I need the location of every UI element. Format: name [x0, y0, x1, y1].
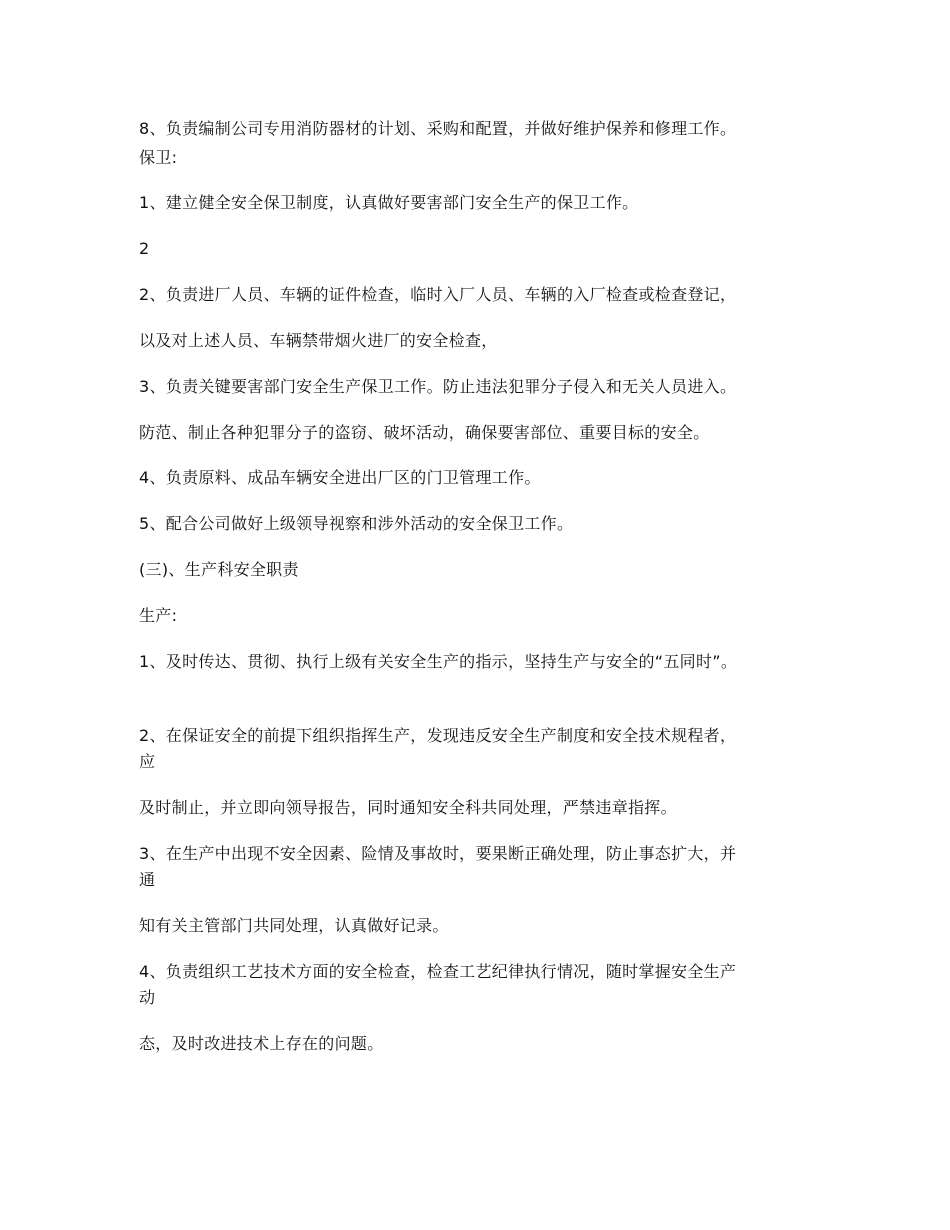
section-heading-production-dept: (三)、生产科安全职责: [139, 560, 299, 579]
paragraph-security-3: 3、负责关键要害部门安全生产保卫工作。防止违法犯罪分子侵入和无关人员进入。: [139, 377, 737, 396]
paragraph-security-2: 2、负责进厂人员、车辆的证件检查，临时入厂人员、车辆的入厂检查或检查登记，: [139, 285, 737, 304]
paragraph-item-8-fire-equipment: 8、负责编制公司专用消防器材的计划、采购和配置，并做好维护保养和修理工作。: [139, 119, 737, 138]
paragraph-production-3-continued: 知有关主管部门共同处理，认真做好记录。: [139, 916, 449, 935]
paragraph-production-3: 3、在生产中出现不安全因素、险情及事故时，要果断正确处理，防止事态扩大，并: [139, 844, 737, 863]
paragraph-security-4: 4、负责原料、成品车辆安全进出厂区的门卫管理工作。: [139, 468, 541, 487]
paragraph-security-3-continued: 防范、制止各种犯罪分子的盗窃、破坏活动，确保要害部位、重要目标的安全。: [139, 423, 710, 442]
paragraph-production-4-continued: 态，及时改进技术上存在的问题。: [139, 1034, 384, 1053]
paragraph-security-5: 5、配合公司做好上级领导视察和涉外活动的安全保卫工作。: [139, 514, 574, 533]
paragraph-production-2: 2、在保证安全的前提下组织指挥生产，发现违反安全生产制度和安全技术规程者，: [139, 726, 737, 745]
paragraph-production-4-wrap: 动: [139, 988, 156, 1007]
paragraph-security-1: 1、建立健全安全保卫制度，认真做好要害部门安全生产的保卫工作。: [139, 193, 639, 212]
paragraph-production-4: 4、负责组织工艺技术方面的安全检查，检查工艺纪律执行情况，随时掌握安全生产: [139, 962, 737, 981]
section-heading-production: 生产:: [139, 606, 178, 625]
paragraph-production-2-continued: 及时制止，并立即向领导报告，同时通知安全科共同处理，严禁违章指挥。: [139, 798, 677, 817]
paragraph-production-3-wrap: 通: [139, 870, 156, 889]
paragraph-production-2-wrap: 应: [139, 752, 156, 771]
paragraph-production-1: 1、及时传达、贯彻、执行上级有关安全生产的指示，坚持生产与安全的“五同时”。: [139, 652, 738, 671]
page-number: 2: [139, 239, 150, 258]
paragraph-security-2-continued: 以及对上述人员、车辆禁带烟火进厂的安全检查，: [139, 331, 498, 350]
section-heading-security: 保卫:: [139, 148, 178, 167]
